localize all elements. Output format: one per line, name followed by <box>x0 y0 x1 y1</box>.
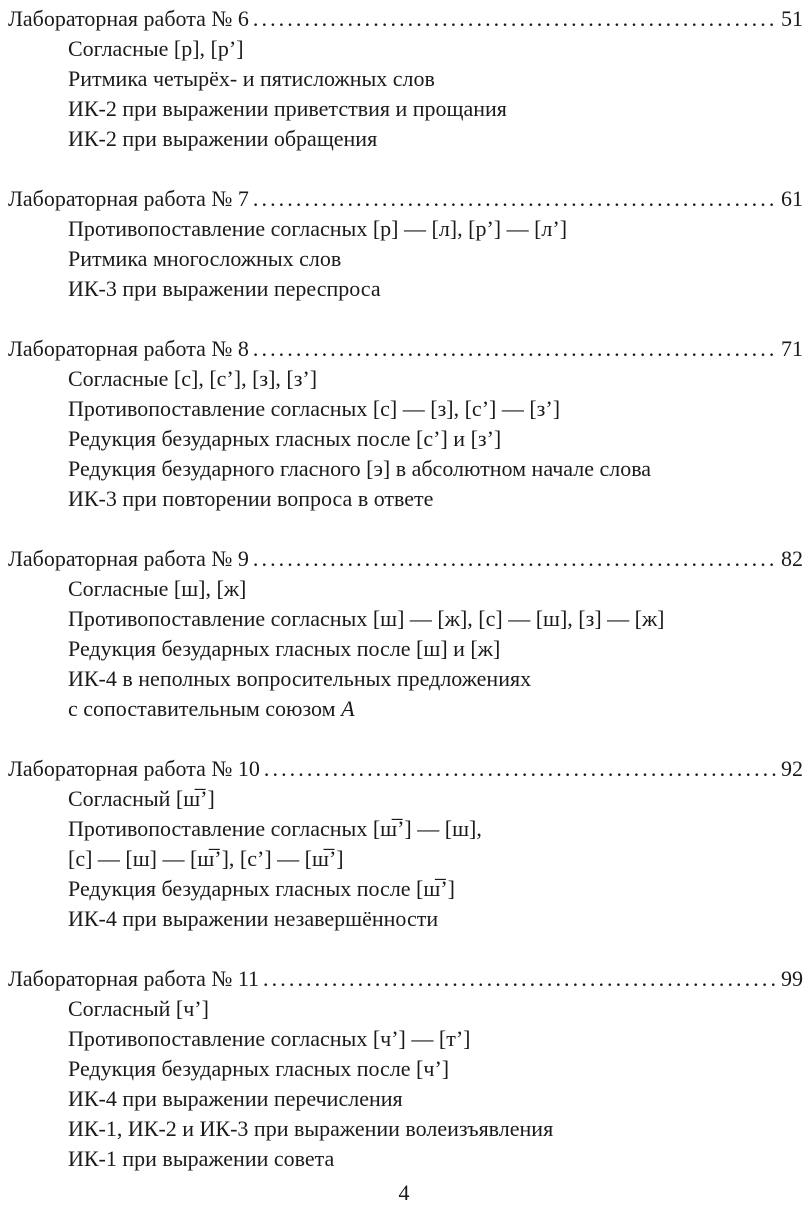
dot-leader <box>253 334 777 364</box>
toc-section-lab-9 <box>8 544 803 724</box>
toc-subitem: Редукция безударного гласного [э] в абсолютном начале слова <box>68 456 652 481</box>
toc-subitem: Ритмика многосложных слов <box>68 246 342 271</box>
toc-entry-page: 71 <box>781 336 803 361</box>
toc-subitem: Согласный [ч’] <box>68 996 209 1021</box>
toc-subitem: Редукция безударных гласных после [ш̅’] <box>68 876 455 901</box>
toc-subitem: ИК-2 при выражении приветствия и прощания <box>68 96 507 121</box>
toc-subitem: ИК-1 при выражении совета <box>68 1146 335 1171</box>
toc-subitem: Согласные [ш], [ж] <box>68 576 247 601</box>
toc-entry-lab-6[interactable] <box>8 4 803 34</box>
toc-subitem: Согласные [р], [р’] <box>68 36 244 61</box>
toc-entry-title: Лабораторная работа № 6 <box>8 6 249 31</box>
toc-subitem: Согласный [ш̅’] <box>68 786 215 811</box>
toc-section-lab-11 <box>8 964 803 1174</box>
toc-subitem: ИК-3 при повторении вопроса в ответе <box>68 486 434 511</box>
toc-subitem-text: с сопоставительным союзом <box>68 696 336 721</box>
toc-entry-title: Лабораторная работа № 10 <box>8 756 260 781</box>
toc-entry-lab-9[interactable] <box>8 544 803 574</box>
dot-leader <box>253 544 777 574</box>
toc-entry-title: Лабораторная работа № 11 <box>8 966 260 991</box>
toc-subitem: Редукция безударных гласных после [ч’] <box>68 1056 450 1081</box>
toc-section-lab-7 <box>8 184 803 304</box>
toc-subitem: Противопоставление согласных [ч’] — [т’] <box>68 1026 471 1051</box>
toc-entry-title: Лабораторная работа № 8 <box>8 336 249 361</box>
dot-leader <box>253 4 777 34</box>
toc-section-lab-6 <box>8 4 803 154</box>
toc-section-lab-8 <box>8 334 803 514</box>
page-number: 4 <box>398 1180 410 1205</box>
toc-subitem: ИК-4 в неполных вопросительных предложениях <box>68 666 532 691</box>
toc-subitem: ИК-2 при выражении обращения <box>68 126 378 151</box>
toc-subitem: Противопоставление согласных [р] — [л], [р’] — [л’] <box>68 216 568 241</box>
toc-entry-page: 51 <box>781 6 803 31</box>
dot-leader <box>263 964 777 994</box>
table-of-contents <box>8 0 803 1171</box>
toc-entry-lab-10[interactable] <box>8 754 803 784</box>
dot-leader <box>264 754 777 784</box>
toc-entry-page: 82 <box>781 546 803 571</box>
toc-subitem: Ритмика четырёх- и пятисложных слов <box>68 66 435 91</box>
toc-subitem: ИК-3 при выражении переспроса <box>68 276 381 301</box>
toc-subitem: ИК-4 при выражении перечисления <box>68 1086 403 1111</box>
toc-entry-lab-7[interactable] <box>8 184 803 214</box>
toc-subitem: Редукция безударных гласных после [ш] и [ж] <box>68 636 501 661</box>
toc-section-lab-10 <box>8 754 803 934</box>
toc-entry-page: 92 <box>781 756 803 781</box>
toc-subitem <box>8 694 803 724</box>
toc-entry-page: 61 <box>781 186 803 211</box>
toc-entry-page: 99 <box>781 966 803 991</box>
toc-subitem: Противопоставление согласных [ш̅’] — [ш], <box>68 816 482 841</box>
toc-subitem: [с] — [ш] — [ш̅’], [с’] — [ш̅’] <box>68 846 344 871</box>
toc-entry-title: Лабораторная работа № 9 <box>8 546 249 571</box>
toc-subitem: ИК-1, ИК-2 и ИК-3 при выражении волеизъявления <box>68 1116 554 1141</box>
toc-subitem: Согласные [с], [с’], [з], [з’] <box>68 366 318 391</box>
toc-subitem: Редукция безударных гласных после [с’] и [з’] <box>68 426 502 451</box>
toc-entry-lab-11[interactable] <box>8 964 803 994</box>
toc-subitem: Противопоставление согласных [ш] — [ж], [с] — [ш], [з] — [ж] <box>68 606 665 631</box>
toc-subitem: Противопоставление согласных [с] — [з], [с’] — [з’] <box>68 396 561 421</box>
toc-entry-title: Лабораторная работа № 7 <box>8 186 249 211</box>
toc-subitem: ИК-4 при выражении незавершённости <box>68 906 439 931</box>
dot-leader <box>253 184 777 214</box>
italic-conjunction: А <box>341 696 355 721</box>
toc-entry-lab-8[interactable] <box>8 334 803 364</box>
